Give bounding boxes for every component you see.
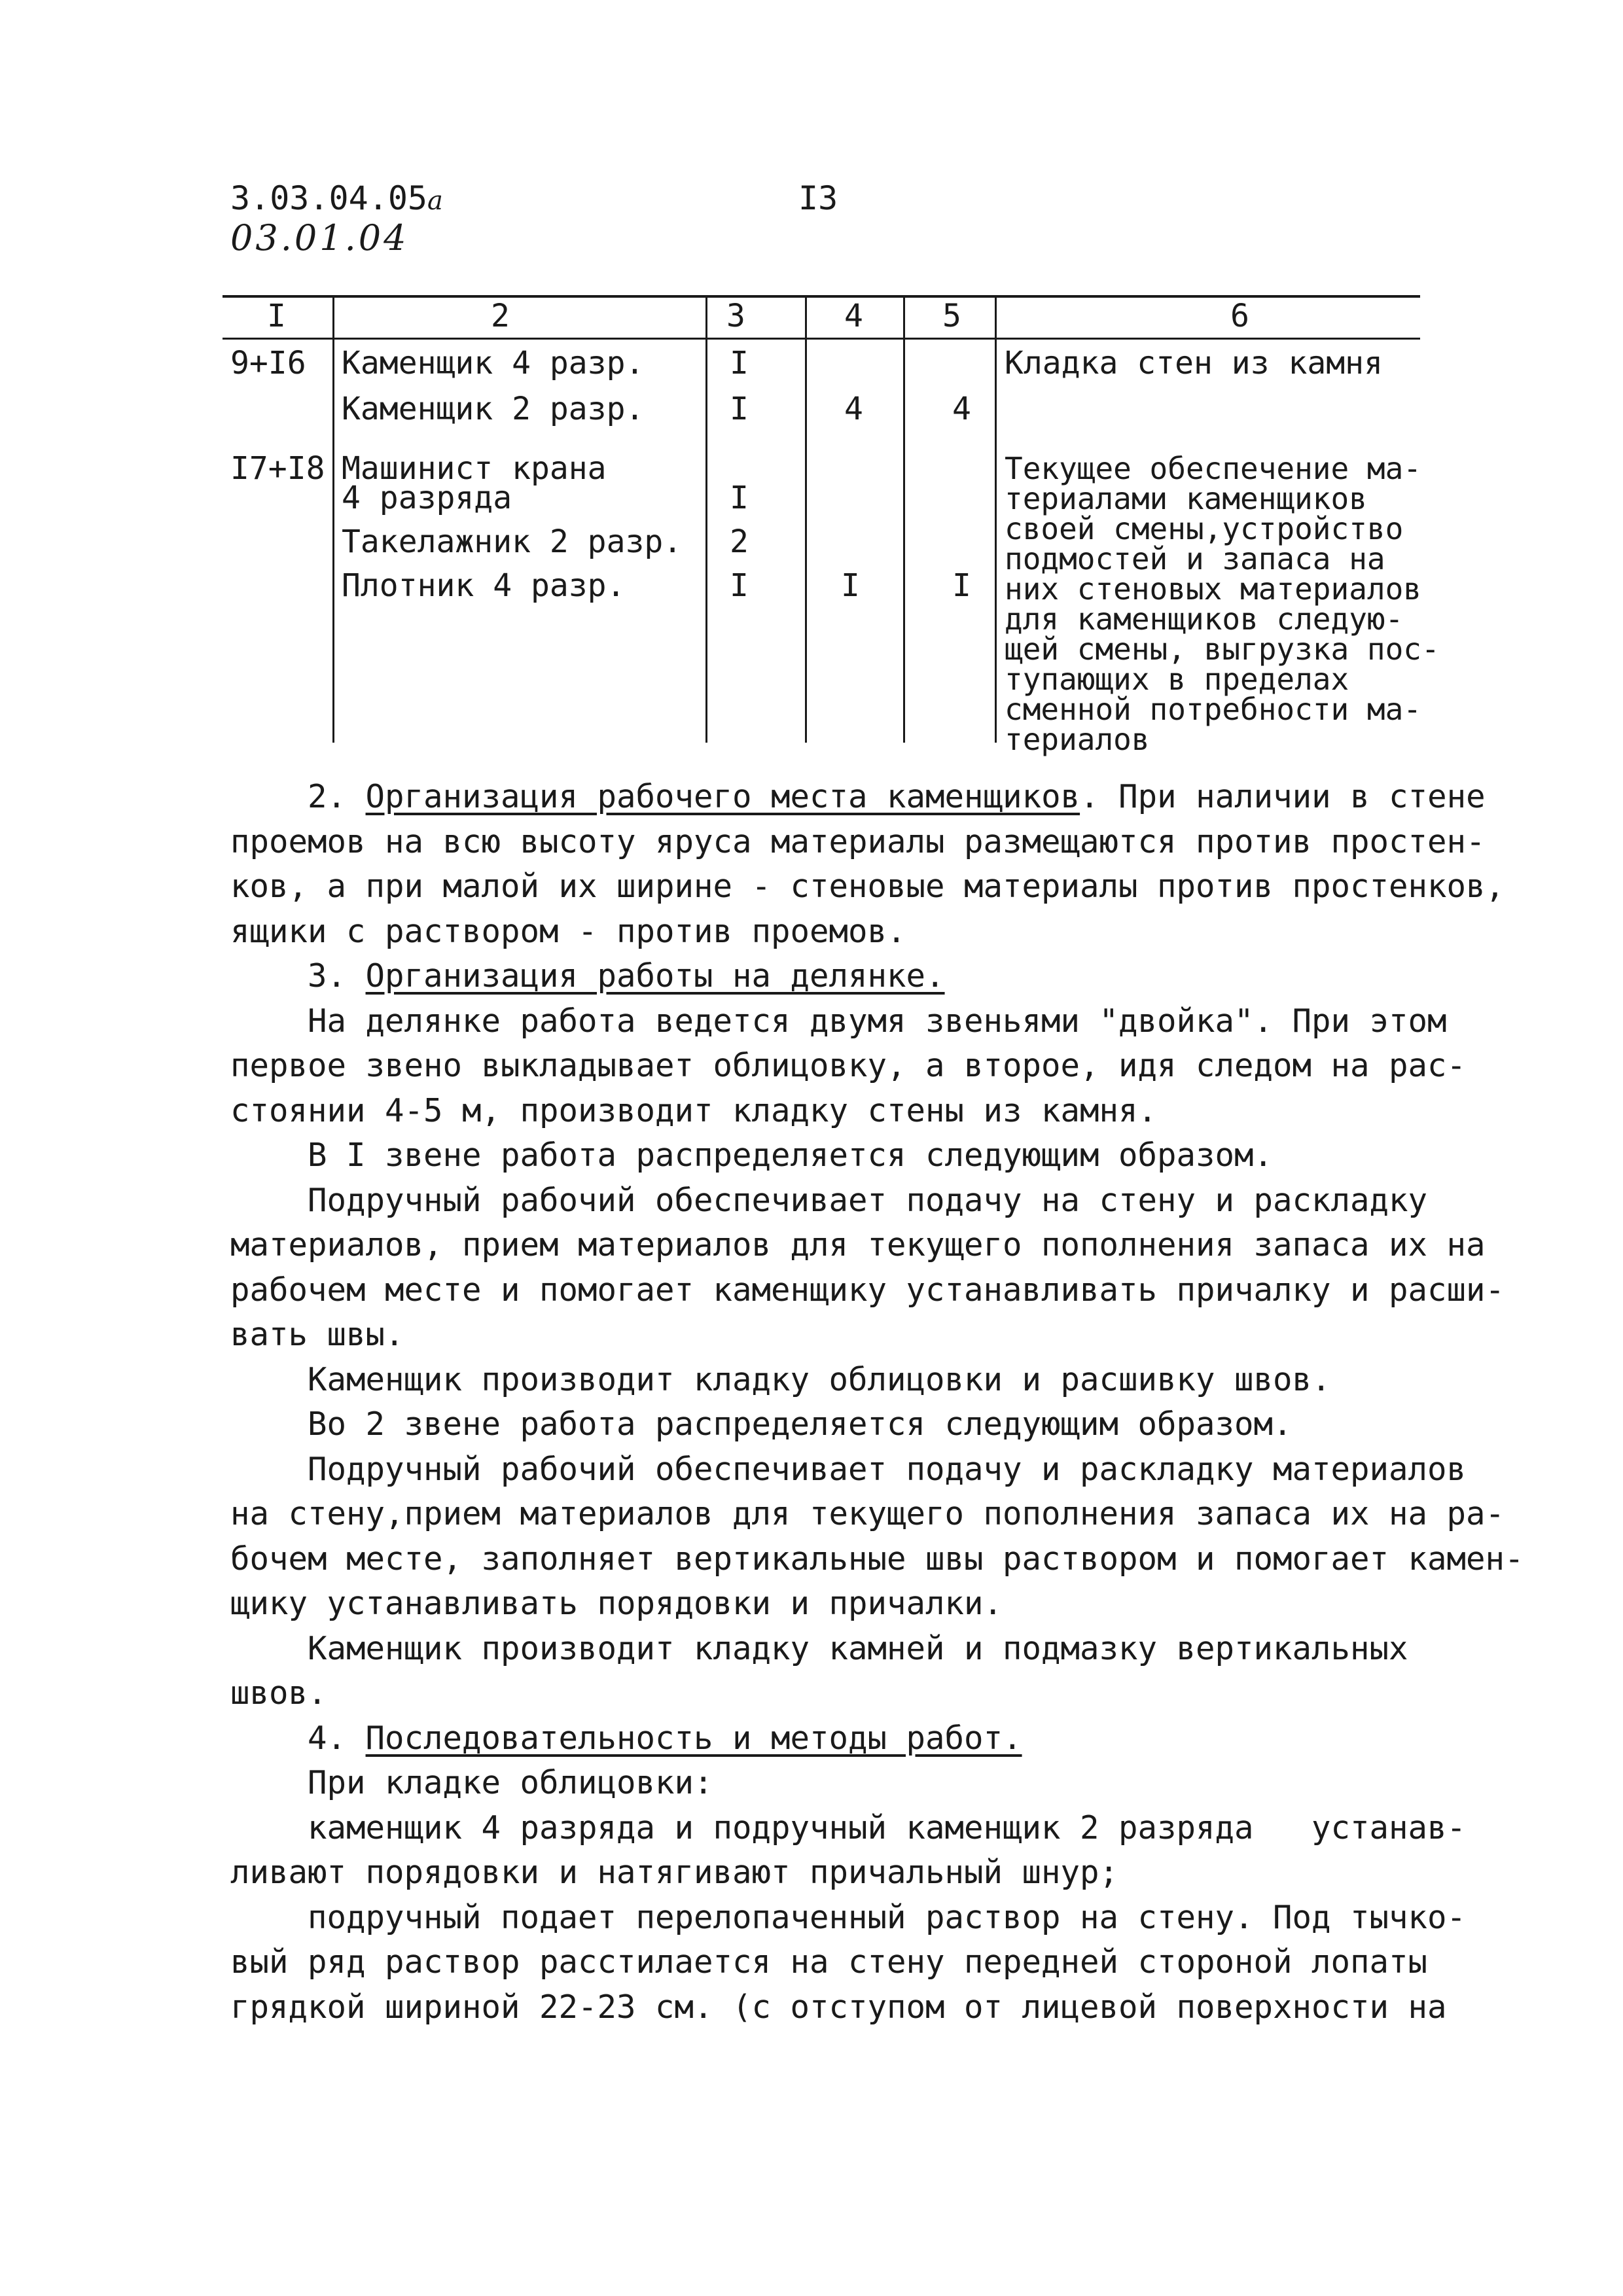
section-2-first-line: 2. Организация рабочего места каменщиков. При наличии в стене xyxy=(308,778,1486,815)
col-header-4: 4 xyxy=(844,298,863,334)
body-line: Подручный рабочий обеспечивает подачу и раскладку материалов xyxy=(230,1450,1467,1488)
col6-cell: них стеновых материалов xyxy=(1005,571,1421,607)
col6-cell: своей смены,устройство xyxy=(1005,511,1404,546)
body-line: На делянке работа ведется двумя звеньями "двойка". При этом xyxy=(230,1002,1447,1040)
col6-cell: териалов xyxy=(1005,722,1150,757)
col-header-5: 5 xyxy=(942,298,961,334)
body-line: материалов, прием материалов для текущего пополнения запаса их на xyxy=(230,1226,1486,1263)
worker-cell: Плотник 4 разр. xyxy=(342,567,626,604)
col6-cell: щей смены, выгрузка пос- xyxy=(1005,631,1440,667)
table-header-rule xyxy=(223,338,1420,340)
col6-cell: для каменщиков следую- xyxy=(1005,601,1404,637)
section-4-heading: Последовательность и методы работ. xyxy=(365,1719,1022,1757)
col-header-2: 2 xyxy=(491,298,510,334)
body-line: вать швы. xyxy=(230,1316,404,1353)
body-line: ливают порядовки и натягивают причальный шнур; xyxy=(230,1854,1119,1891)
col-divider-2 xyxy=(705,298,707,743)
col3-cell: 2 xyxy=(730,523,749,560)
col3-cell: I xyxy=(730,567,749,604)
worker-cell: 4 разряда xyxy=(342,480,512,516)
body-line: Каменщик производит кладку облицовки и расшивку швов. xyxy=(230,1360,1331,1398)
col4-cell: I xyxy=(841,567,860,604)
body-line: ков, а при малой их ширине - стеновые материалы против простенков, xyxy=(230,868,1505,905)
body-line: Каменщик производит кладку камней и подмазку вертикальных xyxy=(230,1629,1408,1667)
worker-cell: Машинист крана xyxy=(342,450,607,487)
body-line: швов. xyxy=(230,1674,327,1712)
col6-cell: подмостей и запаса на xyxy=(1005,541,1385,576)
row-number: 9+I6 xyxy=(230,345,306,381)
body-line: грядкой шириной 22-23 см. (с отступом от лицевой поверхности на xyxy=(230,1988,1447,2026)
col-divider-5 xyxy=(995,298,997,743)
section-3-heading-line: 3. Организация работы на делянке. xyxy=(308,957,945,995)
body-line: Во 2 звене работа распределяется следующим образом. xyxy=(230,1405,1293,1443)
body-line: вый ряд раствор расстилается на стену передней стороной лопаты xyxy=(230,1943,1428,1981)
worker-cell: Каменщик 4 разр. xyxy=(342,345,645,381)
document-code: 3.03.04.05а xyxy=(230,179,443,217)
col5-cell: 4 xyxy=(952,391,971,427)
body-line: рабочем месте и помогает каменщику устанавливать причалку и расши- xyxy=(230,1271,1505,1309)
col6-cell: сменной потребности ма- xyxy=(1005,692,1421,727)
body-line: бочем месте, заполняет вертикальные швы раствором и помогает камен- xyxy=(230,1540,1524,1578)
worker-cell: Каменщик 2 разр. xyxy=(342,391,645,427)
col6-cell: териалами каменщиков xyxy=(1005,481,1367,516)
section-3-heading: Организация работы на делянке. xyxy=(365,957,945,995)
body-line: первое звено выкладывает облицовку, а второе, идя следом на рас- xyxy=(230,1047,1467,1084)
col6-cell: Кладка стен из камня xyxy=(1005,345,1383,381)
col3-cell: I xyxy=(730,480,749,516)
col-divider-1 xyxy=(332,298,334,743)
page-number: I3 xyxy=(798,179,838,217)
section-4-heading-line: 4. Последовательность и методы работ. xyxy=(308,1719,1022,1757)
col3-cell: I xyxy=(730,345,749,381)
row-number: I7+I8 xyxy=(230,450,325,487)
body-line: подручный подает перелопаченный раствор на стену. Под тычко- xyxy=(230,1898,1467,1936)
document-code-suffix: а xyxy=(427,186,443,216)
body-line: Подручный рабочий обеспечивает подачу на стену и раскладку xyxy=(230,1181,1428,1219)
body-line: проемов на всю высоту яруса материалы размещаются против простен- xyxy=(230,822,1486,860)
col3-cell: I xyxy=(730,391,749,427)
col-header-6: 6 xyxy=(1230,298,1249,334)
body-line: При кладке облицовки: xyxy=(230,1764,713,1801)
col-divider-3 xyxy=(805,298,807,743)
body-line: каменщик 4 разряда и подручный каменщик 2 разряда устанав- xyxy=(230,1809,1467,1846)
col6-cell: Текущее обеспечение ма- xyxy=(1005,451,1421,486)
col6-cell: тупающих в пределах xyxy=(1005,662,1349,697)
body-line: на стену,прием материалов для текущего пополнения запаса их на ра- xyxy=(230,1495,1505,1532)
section-2-heading: Организация рабочего места каменщиков xyxy=(365,778,1080,815)
body-line: стоянии 4-5 м, производит кладку стены из камня. xyxy=(230,1091,1158,1129)
worker-cell: Такелажник 2 разр. xyxy=(342,523,683,560)
col5-cell: I xyxy=(952,567,971,604)
handwritten-code: 03.01.04 xyxy=(230,217,409,258)
col4-cell: 4 xyxy=(844,391,863,427)
col-header-1: I xyxy=(267,298,286,334)
body-line: В I звене работа распределяется следующим образом. xyxy=(230,1137,1274,1174)
col-header-3: 3 xyxy=(726,298,745,334)
body-line: щику устанавливать порядовки и причалки. xyxy=(230,1585,1003,1622)
col-divider-4 xyxy=(903,298,905,743)
body-line: ящики с раствором - против проемов. xyxy=(230,912,906,950)
